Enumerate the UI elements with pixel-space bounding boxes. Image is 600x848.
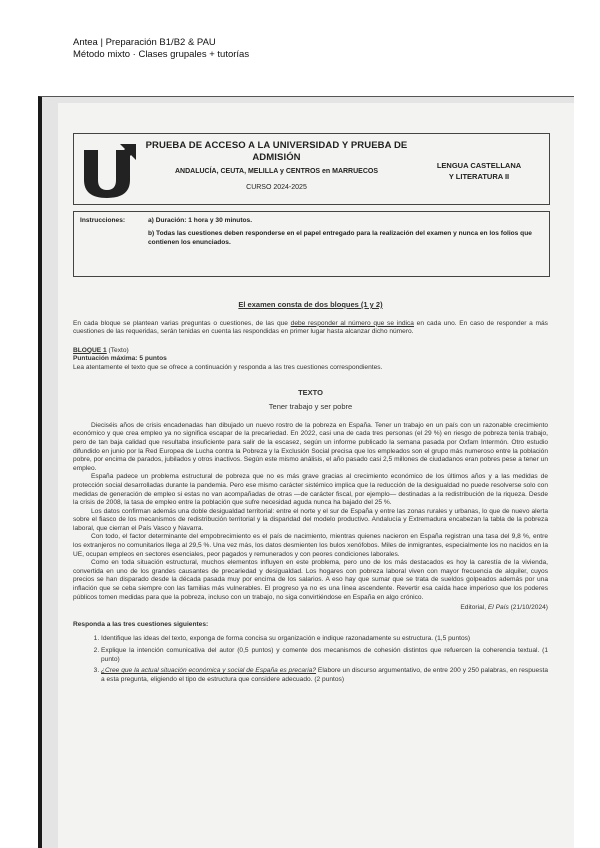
intro-post: en cada uno. En caso de responder a más cuestiones de las requeridas, serán tenidas en cuenta las respondidas en primer lugar hasta alcanzar dicho número. xyxy=(73,319,548,336)
text-title: Tener trabajo y ser pobre xyxy=(268,402,353,412)
page-header xyxy=(73,37,249,61)
questions-heading: Responda a las tres cuestiones siguientes: xyxy=(73,620,209,628)
instruction-b: b) Todas las cuestiones deben responderse en el papel entregado para la realización del examen y nunca en los folios que contienen los enunciados. xyxy=(148,230,532,246)
bloque-instruction: Lea atentamente el texto que se ofrece a continuación y responda a las tres cuestiones correspondientes. xyxy=(73,363,383,371)
header-line-2: Método mixto · Clases grupales + tutorías xyxy=(73,49,250,60)
text-paragraph-5: Como en toda situación estructural, muchos elementos influyen en este problema, pero uno de los más destacados es hoy la carestía de la vivienda, convertida en uno de los grandes causantes de precariedad y desigualdad. Los hogares con pobreza laboral viven con mayor frecuencia de alquiler, cuyos precios se han disparado desde la década pasada muy por encima de los salarios. A eso hay que sumar que se trata de sueldos golpeados además por una inflación que se ceba siempre con las familias más vulnerables. El progreso ya no es una línea ascendente. Revertir esa caída hace imperioso que los poderes públicos tomen medidas para que la pobreza, incluso con un trabajo, no siga convirtiéndose en España en algo crónico. xyxy=(73,559,548,601)
intro-underlined: debe responder al número que se indica xyxy=(290,319,414,327)
structure-heading: El examen consta de dos bloques (1 y 2) xyxy=(238,300,383,309)
instruction-a: a) Duración: 1 hora y 30 minutos. xyxy=(148,217,253,224)
exam-title: PRUEBA DE ACCESO A LA UNIVERSIDAD Y PRUEBA DE ADMISIÓN xyxy=(145,140,408,163)
title-box xyxy=(73,133,550,205)
intro-pre: En cada bloque se plantean varias preguntas o cuestiones, de las que xyxy=(73,319,291,327)
header-line-1: Antea | Preparación B1/B2 & PAU xyxy=(73,37,216,48)
text-paragraph-1: Dieciséis años de crisis encadenadas han dibujado un nuevo rostro de la pobreza en España. Tener un trabajo en un país con un razonable crecimiento económico y que crea empleo ya no significa escapar de la precariedad. En 2022, casi una de cada tres personas (el 29 %) en riesgo de pobreza tenía trabajo, pero de tan baja calidad que resultaba insuficiente para salir de la escasez, según un informe publicado la semana pasada por Oxfam Intermón. Otro estudio difundido en junio por la Red Europea de Lucha contra la Pobreza y la Exclusión Social precisa que los empleados son el grupo más numeroso entre la población pobre, por encima de parados, jubilados y otros inactivos. Según este mismo análisis, el año pasado casi 2,5 millones de ciudadanos eran pobres pese a tener un empleo. xyxy=(73,421,548,472)
exam-photo xyxy=(38,96,574,848)
questions-list xyxy=(73,635,548,684)
text-paragraph-4: Con todo, el factor determinante del empobrecimiento es el país de nacimiento, mientras quienes nacieron en España registran una tasa del 9,8 %, entre los extranjeros no comunitarios llega al 29,5 %. Una vez más, los datos desmienten los bulos xenófobos. Miles de inmigrantes, especialmente los no nacidos en la UE, ocupan empleos en sectores esenciales, peor pagados y remunerados y con peores condiciones laborales. xyxy=(73,533,549,558)
bloque-score: Puntuación máxima: 5 puntos xyxy=(73,355,167,363)
instructions-label: Instrucciones: xyxy=(80,217,126,224)
question-3-prompt: ¿Cree que la actual situación económica y social de España es precaria? xyxy=(101,667,317,675)
question-3 xyxy=(101,667,548,684)
text-section-label: TEXTO xyxy=(298,387,323,397)
question-1: 1. Identifique las ideas del texto, exponga de forma concisa su organización e indique razonadamente su estructura. (1,5 puntos) xyxy=(101,635,548,644)
exam-body xyxy=(73,301,548,687)
exam-paper xyxy=(58,103,574,848)
exam-subject xyxy=(414,160,544,182)
bloque-type: (Texto) xyxy=(106,346,129,354)
subject-line-1: LENGUA CASTELLANA xyxy=(436,161,522,170)
university-logo xyxy=(80,142,138,200)
bloque-heading xyxy=(73,347,548,356)
instructions-box xyxy=(73,211,550,277)
source-newspaper: El País xyxy=(487,604,509,612)
text-source xyxy=(73,604,548,613)
exam-region: ANDALUCÍA, CEUTA, MELILLA y CENTROS en MARRUECOS xyxy=(175,168,378,175)
source-pre: Editorial, xyxy=(460,604,488,612)
source-date: (21/10/2024) xyxy=(508,604,548,612)
subject-line-2: Y LITERATURA II xyxy=(448,172,510,181)
exam-course: CURSO 2024-2025 xyxy=(246,184,307,191)
bloque-label: BLOQUE 1 xyxy=(73,346,107,354)
structure-intro xyxy=(73,320,548,337)
question-3-rest: Elabore un discurso argumentativo, de entre 200 y 250 palabras, en respuesta a esta pregunta, eligiendo el tipo de estructura que considere adecuado. (2 puntos) xyxy=(101,667,548,683)
question-2: 2. Explique la intención comunicativa del autor (0,5 puntos) y comente dos mecanismos de cohesión distintos que refuercen la coherencia textual. (1 punto) xyxy=(101,647,548,664)
text-paragraph-2: España padece un problema estructural de pobreza que no es más grave gracias al crecimiento económico de los últimos años y a las medidas de protección social desarrolladas durante la pandemia. Pero ese mismo carácter sistémico implica que la reducción de la desigualdad no puede resolverse solo con medidas de generación de empleo si estas no van acompañadas de otras —de carácter fiscal, por ejemplo— destinadas a la redistribución de la riqueza. Desde la crisis de 2008, la tasa de empleo entre la población que sufre necesidad aguda nunca ha bajado del 25 %. xyxy=(73,473,548,507)
text-paragraph-3: Los datos confirman además una doble desigualdad territorial: entre el norte y el sur de España y entre las zonas rurales y urbanas, lo que de nuevo alerta sobre el fiasco de los mecanismos de redistribución territorial y la disparidad del modelo productivo. Andalucía y Extremadura encabezan la tabla de la pobreza laboral, que cierran el País Vasco y Navarra. xyxy=(73,507,548,532)
